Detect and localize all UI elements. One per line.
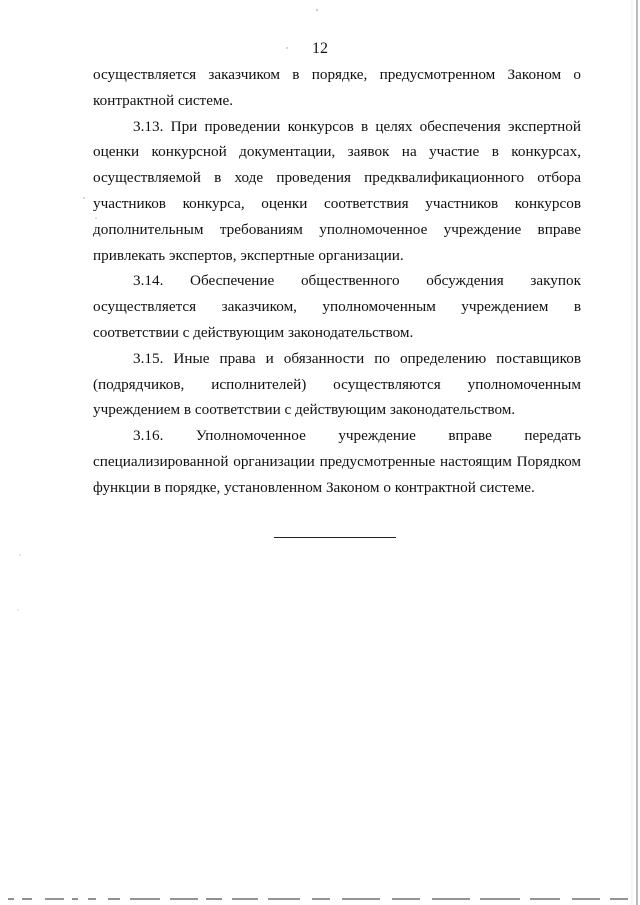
paragraph-3-14: 3.14. Обеспечение общественного обсуждения закупок осуществляется заказчиком, уполномоченным учреждением в соответствии с действующим законодательством. <box>93 272 581 341</box>
end-separator-line <box>274 537 396 538</box>
page-number: 12 <box>312 40 328 57</box>
paragraph-3-16: 3.16. Уполномоченное учреждение вправе передать специализированной организации предусмотренные настоящим Порядком функции в порядке, установленном Законом о контрактной системе. <box>93 427 581 496</box>
paragraph-3-15: 3.15. Иные права и обязанности по определению поставщиков (подрядчиков, исполнителей) осуществляются уполномоченным учреждением в соответствии с действующим законодательством. <box>93 349 581 419</box>
paragraph-3-13: 3.13. При проведении конкурсов в целях обеспечения экспертной оценки конкурсной документации, заявок на участие в конкурсах, осуществляемой в ходе проведения предквалификационного отбора участников конкурса, оценки соответствия участников конкурсов дополнительным требованиям уполномоченное учреждение вправе привлекать экспертов, экспертные организации. <box>93 117 581 264</box>
document-body <box>93 62 581 501</box>
paragraph-continuation: осуществляется заказчиком в порядке, предусмотренном Законом о контрактной системе. <box>93 66 581 109</box>
